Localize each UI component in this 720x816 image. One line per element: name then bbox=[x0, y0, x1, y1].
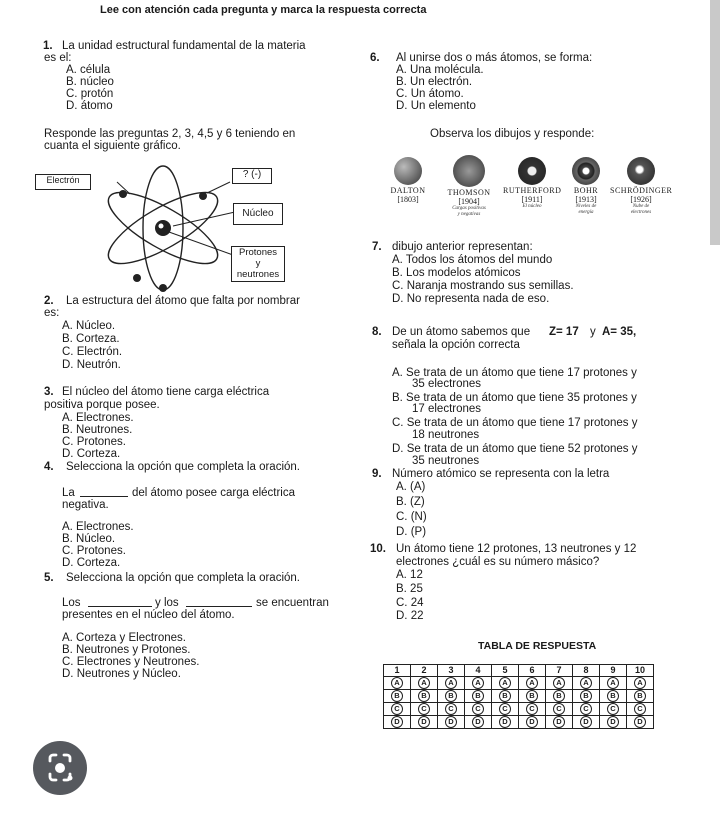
q8-option-b[interactable]: B. Se trata de un átomo que tiene 35 protones y bbox=[392, 392, 637, 404]
label-question: ? (-) bbox=[232, 168, 272, 184]
q8-option-b-cont: 17 electrones bbox=[412, 403, 482, 415]
answer-cell[interactable] bbox=[492, 677, 519, 690]
rutherford-atom-icon bbox=[518, 157, 546, 185]
q10-option-b[interactable]: B. 25 bbox=[396, 583, 423, 595]
answer-cell[interactable] bbox=[627, 716, 654, 729]
thomson-pudding-icon bbox=[453, 155, 485, 187]
q1-option-c[interactable]: C. protón bbox=[66, 88, 114, 100]
q2-number: 2. bbox=[44, 295, 54, 307]
q5-blank-a: Los bbox=[62, 597, 81, 609]
answer-cell[interactable] bbox=[546, 703, 573, 716]
q7-option-a[interactable]: A. Todos los átomos del mundo bbox=[392, 254, 553, 266]
answer-cell[interactable] bbox=[546, 677, 573, 690]
answer-bubble[interactable]: D bbox=[580, 716, 592, 728]
answer-bubble[interactable]: A bbox=[553, 677, 565, 689]
answer-table-header: 9 bbox=[600, 665, 627, 677]
prompt-left-1: Responde las preguntas 2, 3, 4,5 y 6 teniendo en bbox=[44, 128, 296, 140]
answer-bubble[interactable]: C bbox=[445, 703, 457, 715]
answer-cell[interactable] bbox=[492, 716, 519, 729]
answer-cell[interactable] bbox=[411, 677, 438, 690]
page-scrollbar[interactable] bbox=[710, 0, 720, 245]
answer-bubble[interactable]: B bbox=[580, 690, 592, 702]
q2-option-d[interactable]: D. Neutrón. bbox=[62, 359, 121, 371]
answer-bubble[interactable]: C bbox=[526, 703, 538, 715]
answer-cell[interactable] bbox=[465, 677, 492, 690]
q5-blank-b: y los bbox=[155, 597, 179, 609]
answer-cell[interactable] bbox=[384, 677, 411, 690]
answer-bubble[interactable]: C bbox=[472, 703, 484, 715]
answer-cell[interactable] bbox=[600, 716, 627, 729]
answer-cell[interactable] bbox=[411, 716, 438, 729]
answer-bubble[interactable]: B bbox=[445, 690, 457, 702]
answer-cell[interactable] bbox=[465, 703, 492, 716]
q6-number: 6. bbox=[370, 52, 380, 64]
answer-cell[interactable] bbox=[573, 690, 600, 703]
dalton-sphere-icon bbox=[394, 157, 422, 185]
answer-cell[interactable] bbox=[573, 703, 600, 716]
answer-bubble[interactable]: C bbox=[499, 703, 511, 715]
q9-text: Número atómico se representa con la letra bbox=[392, 468, 610, 480]
q1-option-b[interactable]: B. núcleo bbox=[66, 76, 114, 88]
q9-option-c[interactable]: C. (N) bbox=[396, 511, 427, 523]
answer-cell[interactable] bbox=[438, 703, 465, 716]
q4-text: Selecciona la opción que completa la oración. bbox=[66, 461, 300, 473]
q8-option-d-cont: 35 neutrones bbox=[412, 455, 480, 467]
model-thomson: THOMSON [1904] Cargas positivas y negativas bbox=[440, 155, 498, 218]
lens-button[interactable] bbox=[33, 741, 87, 795]
q5-blank-line-1[interactable] bbox=[88, 606, 152, 607]
q8-text-2: señala la opción correcta bbox=[392, 339, 520, 351]
answer-cell[interactable] bbox=[519, 690, 546, 703]
answer-bubble[interactable]: D bbox=[472, 716, 484, 728]
answer-bubble[interactable]: A bbox=[607, 677, 619, 689]
q10-option-c[interactable]: C. 24 bbox=[396, 597, 424, 609]
q4-option-d[interactable]: D. Corteza. bbox=[62, 557, 121, 569]
answer-bubble[interactable]: D bbox=[499, 716, 511, 728]
q8-option-d[interactable]: D. Se trata de un átomo que tiene 52 protones y bbox=[392, 443, 638, 455]
answer-cell[interactable] bbox=[519, 716, 546, 729]
q4-option-b[interactable]: B. Núcleo. bbox=[62, 533, 116, 545]
answer-bubble[interactable]: B bbox=[499, 690, 511, 702]
answer-table-header: 1 bbox=[384, 665, 411, 677]
answer-row-c bbox=[384, 703, 654, 716]
q1-text-2: es el: bbox=[44, 52, 72, 64]
answer-cell[interactable] bbox=[438, 716, 465, 729]
q3-text: El núcleo del átomo tiene carga eléctrica bbox=[62, 386, 270, 398]
q8-and: y bbox=[590, 326, 596, 338]
answer-bubble[interactable]: C bbox=[553, 703, 565, 715]
answer-cell[interactable] bbox=[573, 716, 600, 729]
answer-bubble[interactable]: D bbox=[526, 716, 538, 728]
q2-option-c[interactable]: C. Electrón. bbox=[62, 346, 123, 358]
answer-cell[interactable] bbox=[492, 703, 519, 716]
answer-bubble[interactable]: B bbox=[607, 690, 619, 702]
answer-bubble[interactable]: C bbox=[418, 703, 430, 715]
answer-cell[interactable] bbox=[519, 703, 546, 716]
answer-cell[interactable] bbox=[384, 690, 411, 703]
answer-cell[interactable] bbox=[627, 690, 654, 703]
q5-number: 5. bbox=[44, 572, 54, 584]
answer-cell[interactable] bbox=[546, 690, 573, 703]
answer-bubble[interactable]: A bbox=[499, 677, 511, 689]
q5-option-b[interactable]: B. Neutrones y Protones. bbox=[62, 644, 191, 656]
q4-option-c[interactable]: C. Protones. bbox=[62, 545, 126, 557]
answer-table-header: 6 bbox=[519, 665, 546, 677]
answer-cell[interactable] bbox=[465, 690, 492, 703]
answer-cell[interactable] bbox=[411, 703, 438, 716]
q2-text-2: es: bbox=[44, 307, 60, 319]
q8-option-c[interactable]: C. Se trata de un átomo que tiene 17 protones y bbox=[392, 417, 638, 429]
q2-text: La estructura del átomo que falta por nombrar bbox=[66, 295, 300, 307]
answer-bubble[interactable]: D bbox=[418, 716, 430, 728]
answer-cell[interactable] bbox=[600, 703, 627, 716]
q5-blank-line-2[interactable] bbox=[186, 606, 252, 607]
q2-option-a[interactable]: A. Núcleo. bbox=[62, 320, 116, 332]
answer-cell[interactable] bbox=[627, 677, 654, 690]
q1-option-d[interactable]: D. átomo bbox=[66, 100, 113, 112]
model-schrodinger: SCHRÖDINGER [1926] Nube de electrones bbox=[610, 157, 672, 216]
label-electron: Electrón bbox=[35, 174, 91, 190]
answer-table-header: 7 bbox=[546, 665, 573, 677]
q4-blank-line[interactable] bbox=[80, 496, 128, 497]
model-rutherford: RUTHERFORD [1911] El núcleo bbox=[503, 157, 561, 210]
q3-option-c[interactable]: C. Protones. bbox=[62, 436, 126, 448]
q10-text: Un átomo tiene 12 protones, 13 neutrones y 12 bbox=[396, 543, 637, 555]
answer-bubble[interactable]: B bbox=[391, 690, 403, 702]
answer-bubble[interactable]: A bbox=[391, 677, 403, 689]
answer-row-b bbox=[384, 690, 654, 703]
answer-bubble[interactable]: A bbox=[418, 677, 430, 689]
q3-option-b[interactable]: B. Neutrones. bbox=[62, 424, 133, 436]
q4-text-3: negativa. bbox=[62, 499, 109, 511]
camera-search-icon bbox=[33, 741, 87, 795]
answer-cell[interactable] bbox=[384, 716, 411, 729]
answer-bubble[interactable]: D bbox=[634, 716, 646, 728]
q7-option-b[interactable]: B. Los modelos atómicos bbox=[392, 267, 521, 279]
answer-cell[interactable] bbox=[627, 703, 654, 716]
q4-blank-pre: La bbox=[62, 487, 75, 499]
answer-table bbox=[383, 664, 654, 729]
label-nucleus: Núcleo bbox=[233, 203, 283, 225]
q4-number: 4. bbox=[44, 461, 54, 473]
answer-table-header: 5 bbox=[492, 665, 519, 677]
answer-bubble[interactable]: A bbox=[472, 677, 484, 689]
answer-bubble[interactable]: D bbox=[391, 716, 403, 728]
q6-text: Al unirse dos o más átomos, se forma: bbox=[396, 52, 593, 64]
answer-table-header: 8 bbox=[573, 665, 600, 677]
q7-option-d[interactable]: D. No representa nada de eso. bbox=[392, 293, 550, 305]
answer-row-d bbox=[384, 716, 654, 729]
answer-cell[interactable] bbox=[465, 716, 492, 729]
answer-cell[interactable] bbox=[519, 677, 546, 690]
q9-number: 9. bbox=[372, 468, 382, 480]
answer-cell[interactable] bbox=[600, 677, 627, 690]
model-bohr: BOHR [1913] Niveles de energía bbox=[566, 157, 606, 216]
q1-text: La unidad estructural fundamental de la materia bbox=[62, 40, 306, 52]
q10-text-2: electrones ¿cuál es su número másico? bbox=[396, 556, 600, 568]
q6-option-c[interactable]: C. Un átomo. bbox=[396, 88, 464, 100]
q3-number: 3. bbox=[44, 386, 54, 398]
q6-option-b[interactable]: B. Un electrón. bbox=[396, 76, 473, 88]
q5-text: Selecciona la opción que completa la oración. bbox=[66, 572, 300, 584]
answer-cell[interactable] bbox=[492, 690, 519, 703]
answer-cell[interactable] bbox=[438, 690, 465, 703]
answer-table-title: TABLA DE RESPUESTA bbox=[478, 640, 597, 652]
answer-bubble[interactable]: C bbox=[634, 703, 646, 715]
prompt-right: Observa los dibujos y responde: bbox=[430, 128, 595, 140]
answer-bubble[interactable]: A bbox=[445, 677, 457, 689]
prompt-left-2: cuanta el siguiente gráfico. bbox=[44, 140, 181, 152]
q4-option-a[interactable]: A. Electrones. bbox=[62, 521, 134, 533]
q8-text: De un átomo sabemos que bbox=[392, 326, 531, 338]
q5-option-a[interactable]: A. Corteza y Electrones. bbox=[62, 632, 186, 644]
q8-z-value: Z= 17 bbox=[549, 326, 579, 338]
answer-bubble[interactable]: B bbox=[418, 690, 430, 702]
q8-number: 8. bbox=[372, 326, 382, 338]
q8-option-c-cont: 18 neutrones bbox=[412, 429, 480, 441]
q7-option-c[interactable]: C. Naranja mostrando sus semillas. bbox=[392, 280, 574, 292]
answer-table-header: 4 bbox=[465, 665, 492, 677]
q9-option-a[interactable]: A. (A) bbox=[396, 481, 426, 493]
q2-option-b[interactable]: B. Corteza. bbox=[62, 333, 120, 345]
answer-bubble[interactable]: D bbox=[553, 716, 565, 728]
answer-bubble[interactable]: B bbox=[472, 690, 484, 702]
answer-table-header: 2 bbox=[411, 665, 438, 677]
bohr-orbit-icon bbox=[572, 157, 600, 185]
answer-table-header: 10 bbox=[627, 665, 654, 677]
answer-bubble[interactable]: A bbox=[634, 677, 646, 689]
answer-bubble[interactable]: A bbox=[580, 677, 592, 689]
q7-number: 7. bbox=[372, 241, 382, 253]
answer-bubble[interactable]: C bbox=[580, 703, 592, 715]
q6-option-d[interactable]: D. Un elemento bbox=[396, 100, 476, 112]
q8-option-a-cont: 35 electrones bbox=[412, 378, 482, 390]
q1-option-a[interactable]: A. célula bbox=[66, 64, 111, 76]
answer-bubble[interactable]: D bbox=[607, 716, 619, 728]
answer-bubble[interactable]: B bbox=[526, 690, 538, 702]
answer-cell[interactable] bbox=[411, 690, 438, 703]
q7-text: dibujo anterior representan: bbox=[392, 241, 533, 253]
answer-bubble[interactable]: D bbox=[445, 716, 457, 728]
answer-row-a bbox=[384, 677, 654, 690]
q3-option-d[interactable]: D. Corteza. bbox=[62, 448, 121, 460]
answer-bubble[interactable]: C bbox=[607, 703, 619, 715]
answer-cell[interactable] bbox=[573, 677, 600, 690]
q5-option-c[interactable]: C. Electrones y Neutrones. bbox=[62, 656, 200, 668]
answer-bubble[interactable]: B bbox=[634, 690, 646, 702]
answer-table-header-row bbox=[384, 665, 654, 677]
q10-number: 10. bbox=[370, 543, 386, 555]
answer-bubble[interactable]: A bbox=[526, 677, 538, 689]
answer-bubble[interactable]: B bbox=[553, 690, 565, 702]
q1-number: 1. bbox=[43, 40, 53, 52]
q10-option-d[interactable]: D. 22 bbox=[396, 610, 424, 622]
q4-blank-post: del átomo posee carga eléctrica bbox=[132, 487, 296, 499]
label-protons-neutrons: Protones y neutrones bbox=[231, 246, 285, 282]
q9-option-b[interactable]: B. (Z) bbox=[396, 496, 425, 508]
q3-option-a[interactable]: A. Electrones. bbox=[62, 412, 134, 424]
page-title: Lee con atención cada pregunta y marca la respuesta correcta bbox=[100, 4, 427, 16]
answer-cell[interactable] bbox=[384, 703, 411, 716]
answer-table-header: 3 bbox=[438, 665, 465, 677]
q9-option-d[interactable]: D. (P) bbox=[396, 526, 427, 538]
q3-text-2: positiva porque posee. bbox=[44, 399, 160, 411]
answer-cell[interactable] bbox=[600, 690, 627, 703]
q8-option-a[interactable]: A. Se trata de un átomo que tiene 17 protones y bbox=[392, 367, 637, 379]
q6-option-a[interactable]: A. Una molécula. bbox=[396, 64, 484, 76]
q8-a-value: A= 35, bbox=[602, 326, 637, 338]
answer-cell[interactable] bbox=[546, 716, 573, 729]
answer-bubble[interactable]: C bbox=[391, 703, 403, 715]
q10-option-a[interactable]: A. 12 bbox=[396, 569, 423, 581]
q5-blank-c: se encuentran bbox=[256, 597, 329, 609]
model-dalton: DALTON [1803] bbox=[385, 157, 431, 204]
answer-cell[interactable] bbox=[438, 677, 465, 690]
q5-option-d[interactable]: D. Neutrones y Núcleo. bbox=[62, 668, 181, 680]
q5-text-3: presentes en el núcleo del átomo. bbox=[62, 609, 235, 621]
schrodinger-cloud-icon bbox=[627, 157, 655, 185]
